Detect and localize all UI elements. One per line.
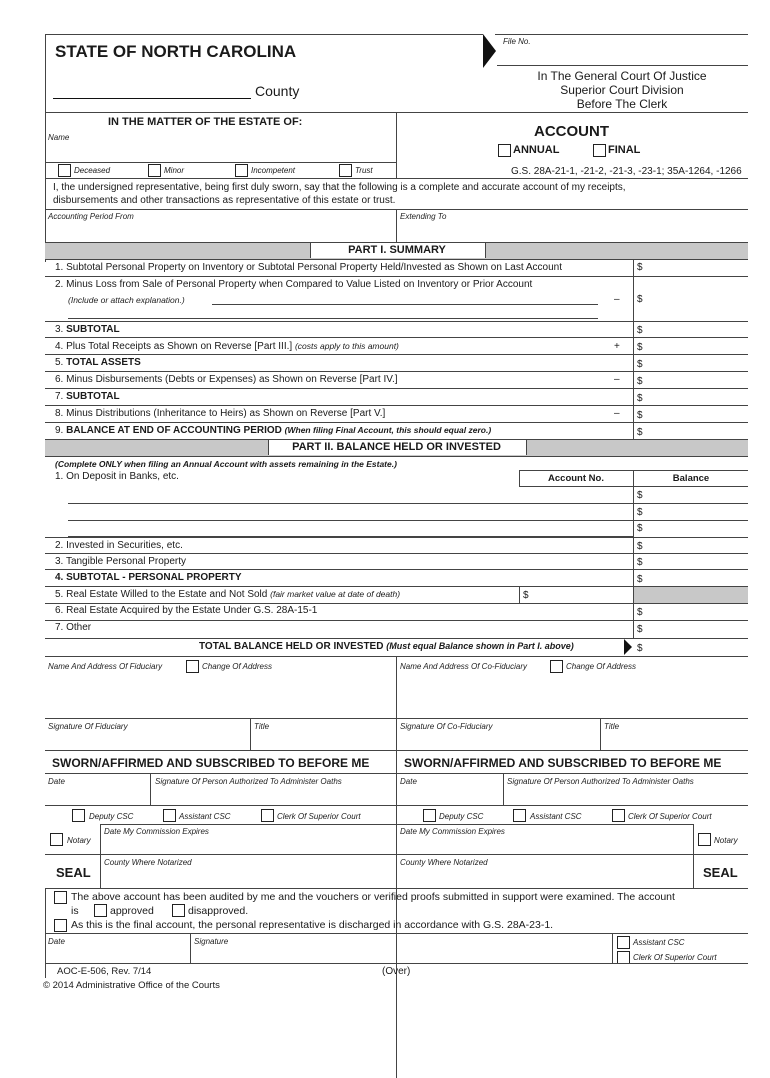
county-notarized-top bbox=[45, 854, 748, 855]
deceased-label: Deceased bbox=[74, 166, 111, 175]
fiduciary-address-field[interactable] bbox=[48, 674, 393, 716]
audit-assistant-csc-checkbox[interactable] bbox=[617, 936, 630, 949]
part1-bar-bottom bbox=[45, 259, 748, 260]
trust-label: Trust bbox=[355, 166, 373, 175]
part1-item-7: 7. SUBTOTAL bbox=[55, 391, 120, 402]
part1-title: PART I. SUMMARY bbox=[348, 244, 446, 256]
part1-sign-6: – bbox=[614, 374, 620, 385]
co-fiduciary-title-label: Title bbox=[604, 722, 620, 731]
copyright: © 2014 Administrative Office of the Courts bbox=[43, 980, 220, 991]
left-notary-checkbox[interactable] bbox=[50, 833, 63, 846]
audit-assistant-csc-label: Assistant CSC bbox=[633, 938, 685, 947]
trust-checkbox[interactable] bbox=[339, 164, 352, 177]
part1-amount-4[interactable]: $ bbox=[637, 342, 643, 353]
part2-rule-e bbox=[45, 569, 748, 570]
part1-item-5: 5. TOTAL ASSETS bbox=[55, 357, 141, 368]
audit-bottom bbox=[45, 963, 748, 964]
part2-title: PART II. BALANCE HELD OR INVESTED bbox=[292, 441, 501, 453]
part2-amount-divider bbox=[633, 470, 634, 639]
part2-top bbox=[45, 439, 748, 440]
part2-rule-c bbox=[45, 537, 748, 538]
sworn-heading-right: SWORN/AFFIRMED AND SUBSCRIBED TO BEFORE ME bbox=[404, 756, 722, 770]
extending-to-field[interactable] bbox=[400, 222, 745, 240]
right-notary-divider bbox=[693, 824, 694, 888]
part1-amount-7[interactable]: $ bbox=[637, 393, 643, 404]
part1-rule-2 bbox=[45, 321, 748, 322]
fiduciary-change-address-label: Change Of Address bbox=[202, 662, 272, 671]
part2-rule-b bbox=[633, 520, 748, 521]
audit-sig-divider bbox=[612, 933, 613, 963]
bank-row-2[interactable] bbox=[68, 520, 633, 521]
right-commission-top bbox=[396, 824, 693, 825]
bank-row-1[interactable] bbox=[68, 503, 633, 504]
audit-top bbox=[45, 888, 748, 889]
co-fiduciary-signature-label: Signature Of Co-Fiduciary bbox=[400, 722, 493, 731]
center-divider bbox=[396, 656, 397, 1078]
left-border bbox=[45, 34, 46, 262]
part1-rule-6 bbox=[45, 388, 748, 389]
real-estate-willed-amount[interactable]: $ bbox=[523, 590, 529, 601]
fiduciary-change-address-checkbox[interactable] bbox=[186, 660, 199, 673]
part1-sign-2: – bbox=[614, 294, 620, 305]
total-arrow-icon bbox=[624, 639, 633, 655]
court-line-2: Superior Court Division bbox=[560, 83, 684, 97]
matter-label: IN THE MATTER OF THE ESTATE OF: bbox=[108, 116, 303, 128]
part2-item-7: 7. Other bbox=[55, 622, 92, 633]
audit-clerk-label: Clerk Of Superior Court bbox=[633, 953, 717, 962]
part1-sign-4: + bbox=[614, 341, 620, 352]
file-no-line[interactable] bbox=[497, 65, 748, 66]
right-assistant-csc-label: Assistant CSC bbox=[530, 812, 582, 821]
file-no-label: File No. bbox=[503, 37, 531, 46]
left-commission-label: Date My Commission Expires bbox=[104, 827, 209, 836]
county-input-line[interactable] bbox=[53, 98, 251, 99]
explanation-line-2[interactable] bbox=[68, 318, 598, 319]
final-label: FINAL bbox=[608, 144, 641, 156]
part2-item-1: 1. On Deposit in Banks, etc. bbox=[55, 471, 179, 482]
court-line-1: In The General Court Of Justice bbox=[537, 69, 707, 83]
right-county-notarized-label: County Where Notarized bbox=[400, 858, 488, 867]
matter-account-divider bbox=[396, 112, 397, 178]
part2-item-3: 3. Tangible Personal Property bbox=[55, 556, 187, 567]
period-from-label: Accounting Period From bbox=[48, 212, 134, 221]
total-balance-label: TOTAL BALANCE HELD OR INVESTED (Must equal Balance shown in Part I. above) bbox=[199, 641, 574, 652]
bank-amount-1[interactable]: $ bbox=[637, 490, 643, 501]
disapproved-label: disapproved. bbox=[188, 905, 249, 917]
left-deputy-csc-label: Deputy CSC bbox=[89, 812, 134, 821]
approved-checkbox[interactable] bbox=[94, 904, 107, 917]
left-clerk-checkbox[interactable] bbox=[261, 809, 274, 822]
estate-name-field[interactable] bbox=[48, 143, 393, 159]
subtotal-personal-amount[interactable]: $ bbox=[637, 574, 643, 585]
account-title: ACCOUNT bbox=[534, 123, 609, 140]
balance-header: Balance bbox=[672, 473, 710, 484]
co-fiduciary-address-field[interactable] bbox=[400, 674, 745, 716]
court-line-3: Before The Clerk bbox=[576, 97, 668, 111]
part2-bar-bottom bbox=[45, 456, 748, 457]
part1-item-9: 9. BALANCE AT END OF ACCOUNTING PERIOD (When filing Final Account, this should equal zero.) bbox=[55, 425, 492, 436]
other-amount[interactable]: $ bbox=[637, 624, 643, 635]
part1-item-2: 2. Minus Loss from Sale of Personal Property when Compared to Value Listed on Inventory or Prior Account bbox=[55, 279, 533, 290]
audit-is-label: is bbox=[71, 905, 79, 917]
county-label: County bbox=[255, 83, 300, 99]
right-notary-checkbox[interactable] bbox=[698, 833, 711, 846]
court-block bbox=[500, 69, 744, 111]
sworn-left-sig-label: Signature Of Person Authorized To Administer Oaths bbox=[155, 777, 342, 786]
audit-line-1: The above account has been audited by me and the vouchers or verified proofs submitted in support were examined. The account bbox=[71, 891, 675, 903]
part1-amount-5[interactable]: $ bbox=[637, 359, 643, 370]
left-notary-divider bbox=[100, 824, 101, 888]
top-border bbox=[45, 34, 483, 35]
part2-shaded-cell bbox=[634, 587, 748, 603]
part1-rule-8 bbox=[45, 422, 748, 423]
top-border-right bbox=[495, 34, 748, 35]
part1-item-3: 3. SUBTOTAL bbox=[55, 324, 120, 335]
sworn-right-sig-label: Signature Of Person Authorized To Administer Oaths bbox=[507, 777, 694, 786]
right-deputy-csc-label: Deputy CSC bbox=[439, 812, 484, 821]
status-row-top bbox=[45, 162, 396, 163]
part1-sign-8: – bbox=[614, 408, 620, 419]
part1-item-1: 1. Subtotal Personal Property on Inventory or Subtotal Personal Property Held/Invested as Shown on Last Account bbox=[55, 262, 562, 273]
right-commission-label: Date My Commission Expires bbox=[400, 827, 505, 836]
minor-label: Minor bbox=[164, 166, 185, 175]
statute-citation: G.S. 28A-21-1, -21-2, -21-3, -23-1; 35A-1264, -1266 bbox=[511, 166, 742, 177]
part1-amount-divider bbox=[633, 259, 634, 439]
securities-amount[interactable]: $ bbox=[637, 541, 643, 552]
fiduciary-title-label: Title bbox=[254, 722, 270, 731]
left-deputy-csc-checkbox[interactable] bbox=[72, 809, 85, 822]
bank-amount-3[interactable]: $ bbox=[637, 523, 643, 534]
account-no-header: Account No. bbox=[548, 473, 604, 484]
incompetent-checkbox[interactable] bbox=[235, 164, 248, 177]
co-fiduciary-name-label: Name And Address Of Co-Fiduciary bbox=[400, 662, 528, 671]
fiduciary-title-divider bbox=[250, 718, 251, 750]
final-checkbox[interactable] bbox=[593, 144, 606, 157]
part1-amount-6[interactable]: $ bbox=[637, 376, 643, 387]
left-seal-label: SEAL bbox=[56, 865, 91, 880]
part1-item-2-note: (Include or attach explanation.) bbox=[68, 295, 185, 305]
part2-rule-i bbox=[45, 638, 748, 639]
right-assistant-csc-checkbox[interactable] bbox=[513, 809, 526, 822]
bank-amount-2[interactable]: $ bbox=[637, 507, 643, 518]
sworn-top bbox=[45, 750, 748, 751]
intro-line-2: disbursements and other transactions as representative of this estate or trust. bbox=[53, 195, 396, 206]
incompetent-label: Incompetent bbox=[251, 166, 296, 175]
part2-item-5: 5. Real Estate Willed to the Estate and Not Sold (fair market value at date of death) bbox=[55, 589, 401, 600]
period-divider bbox=[396, 209, 397, 242]
audit-signature-label: Signature bbox=[194, 937, 229, 946]
part1-item-8: 8. Minus Distributions (Inheritance to Heirs) as Shown on Reverse [Part V.] bbox=[55, 408, 386, 419]
period-from-field[interactable] bbox=[48, 222, 393, 240]
part1-amount-1[interactable]: $ bbox=[637, 262, 643, 273]
sworn-heading-left: SWORN/AFFIRMED AND SUBSCRIBED TO BEFORE ME bbox=[52, 756, 370, 770]
left-assistant-csc-label: Assistant CSC bbox=[179, 812, 231, 821]
part1-rule-7 bbox=[45, 405, 748, 406]
audit-date-divider bbox=[190, 933, 191, 963]
right-notary-label: Notary bbox=[714, 836, 738, 845]
right-clerk-label: Clerk Of Superior Court bbox=[628, 812, 712, 821]
right-deputy-csc-checkbox[interactable] bbox=[423, 809, 436, 822]
audit-sig-top bbox=[45, 933, 748, 934]
annual-checkbox[interactable] bbox=[498, 144, 511, 157]
part1-rule-5 bbox=[45, 371, 748, 372]
part1-top bbox=[45, 242, 748, 243]
part2-item-6: 6. Real Estate Acquired by the Estate Under G.S. 28A-15-1 bbox=[55, 605, 318, 616]
minor-checkbox[interactable] bbox=[148, 164, 161, 177]
part1-rule-3 bbox=[45, 337, 748, 338]
fiduciary-signature-label: Signature Of Fiduciary bbox=[48, 722, 128, 731]
fiduciary-name-label: Name And Address Of Fiduciary bbox=[48, 662, 163, 671]
audit-date-label: Date bbox=[48, 937, 65, 946]
over-label: (Over) bbox=[382, 966, 411, 977]
real-estate-willed-left bbox=[519, 586, 520, 603]
co-fiduciary-change-address-checkbox[interactable] bbox=[550, 660, 563, 673]
form-id: AOC-E-506, Rev. 7/14 bbox=[57, 966, 152, 977]
intro-text bbox=[53, 181, 626, 207]
part1-rule-1 bbox=[45, 276, 748, 277]
right-seal-label: SEAL bbox=[703, 865, 738, 880]
part2-item-2: 2. Invested in Securities, etc. bbox=[55, 540, 183, 551]
name-label: Name bbox=[48, 133, 70, 142]
annual-label: ANNUAL bbox=[513, 144, 560, 156]
left-assistant-csc-checkbox[interactable] bbox=[163, 809, 176, 822]
audit-line-2: As this is the final account, the personal representative is discharged in accordance with G.S. 28A-23-1. bbox=[71, 919, 554, 931]
approved-label: approved bbox=[110, 905, 154, 917]
total-balance-amount[interactable]: $ bbox=[637, 643, 643, 654]
left-commission-top bbox=[100, 824, 396, 825]
extending-to-label: Extending To bbox=[400, 212, 447, 221]
part2-item-4: 4. SUBTOTAL - PERSONAL PROPERTY bbox=[55, 572, 242, 583]
signature-row-top bbox=[45, 718, 748, 719]
sworn-right-date-label: Date bbox=[400, 777, 417, 786]
part1-item-4: 4. Plus Total Receipts as Shown on Reverse [Part III.] (costs apply to this amount) bbox=[55, 341, 399, 352]
left-clerk-label: Clerk Of Superior Court bbox=[277, 812, 361, 821]
sworn-right-date-divider bbox=[503, 773, 504, 805]
part1-rule-4 bbox=[45, 354, 748, 355]
co-fiduciary-change-address-label: Change Of Address bbox=[566, 662, 636, 671]
state-title: STATE OF NORTH CAROLINA bbox=[55, 42, 297, 61]
tangible-amount[interactable]: $ bbox=[637, 557, 643, 568]
discharge-checkbox[interactable] bbox=[54, 919, 67, 932]
intro-top bbox=[45, 178, 748, 179]
left-county-notarized-label: County Where Notarized bbox=[104, 858, 192, 867]
file-no-arrow-icon bbox=[483, 34, 497, 68]
explanation-line-1[interactable] bbox=[212, 304, 598, 305]
real-estate-acquired-amount[interactable]: $ bbox=[637, 607, 643, 618]
deceased-checkbox[interactable] bbox=[58, 164, 71, 177]
part2-rule-g bbox=[45, 603, 748, 604]
part2-rule-a bbox=[633, 503, 748, 504]
sworn-options-top bbox=[45, 805, 748, 806]
sworn-left-date-divider bbox=[150, 773, 151, 805]
account-header-bottom bbox=[519, 486, 748, 487]
part1-item-6: 6. Minus Disbursements (Debts or Expenses) as Shown on Reverse [Part IV.] bbox=[55, 374, 398, 385]
disapproved-checkbox[interactable] bbox=[172, 904, 185, 917]
left-notary-label: Notary bbox=[67, 836, 91, 845]
part1-amount-8[interactable]: $ bbox=[637, 410, 643, 421]
part1-amount-2[interactable]: $ bbox=[637, 294, 643, 305]
part1-amount-3[interactable]: $ bbox=[637, 325, 643, 336]
part2-note: (Complete ONLY when filing an Annual Account with assets remaining in the Estate.) bbox=[55, 459, 397, 469]
intro-line-1: I, the undersigned representative, being first duly sworn, say that the following is a complete and accurate account of my receipts, bbox=[53, 182, 626, 193]
part2-rule-d bbox=[45, 553, 748, 554]
part1-amount-9[interactable]: $ bbox=[637, 427, 643, 438]
sworn-left-date-label: Date bbox=[48, 777, 65, 786]
audited-checkbox[interactable] bbox=[54, 891, 67, 904]
right-clerk-checkbox[interactable] bbox=[612, 809, 625, 822]
part2-rule-h bbox=[45, 620, 748, 621]
co-fiduciary-title-divider bbox=[600, 718, 601, 750]
